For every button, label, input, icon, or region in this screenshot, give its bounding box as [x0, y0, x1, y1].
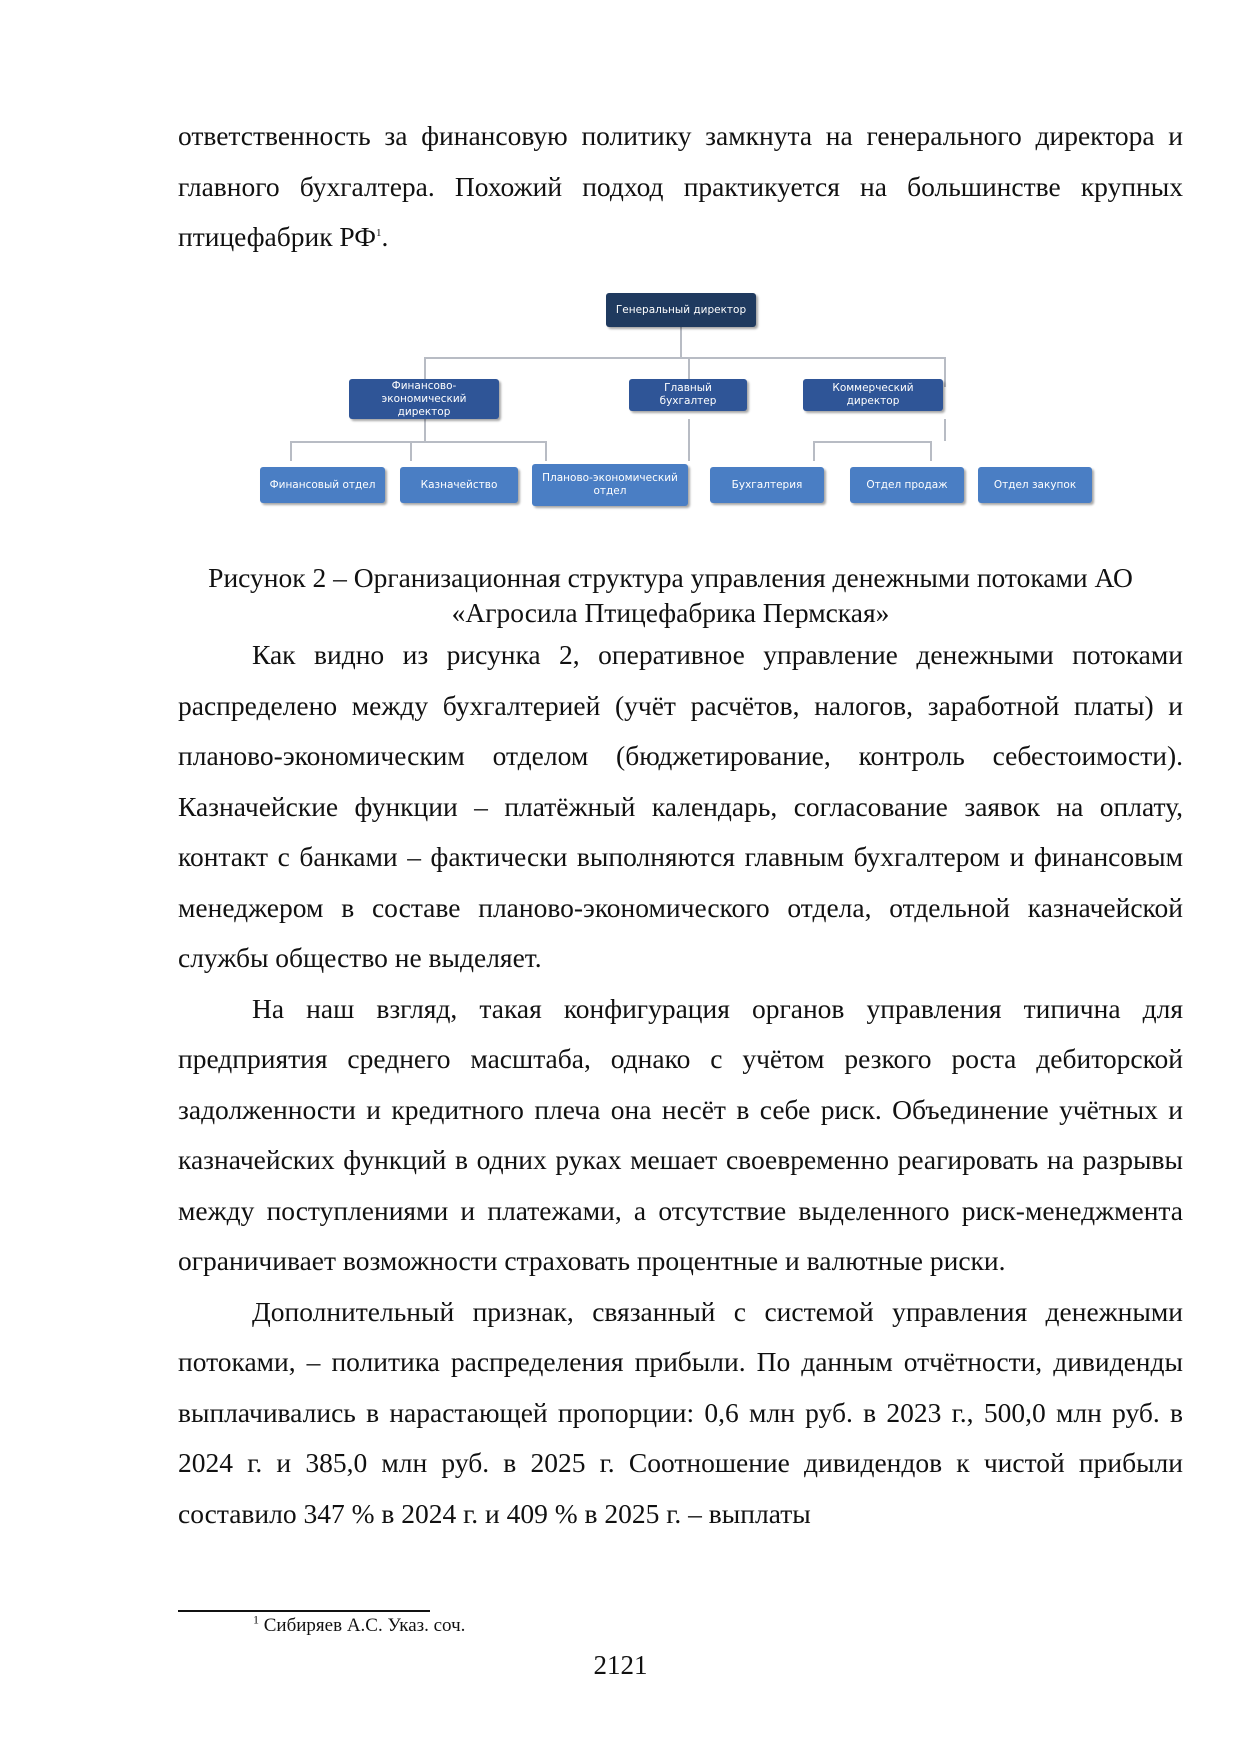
- org-node-planning-dept: [532, 464, 688, 506]
- footnote-ref[interactable]: 1: [375, 226, 382, 239]
- connector: [424, 419, 426, 441]
- connector: [410, 441, 412, 461]
- connector: [290, 441, 292, 461]
- caption-line: «Агросила Птицефабрика Пермская»: [451, 597, 890, 628]
- connector: [424, 357, 946, 359]
- intro-paragraph: [178, 111, 1183, 263]
- org-node-accounting: [710, 467, 824, 503]
- org-node-label: Коммерческий директор: [832, 382, 914, 407]
- page-number: 2121: [593, 1650, 648, 1680]
- org-node-label: Финансово-экономический директор: [381, 379, 467, 418]
- org-node-label: Планово-экономический отдел: [542, 472, 678, 497]
- org-node-general-director: [606, 293, 756, 327]
- intro-end: .: [381, 221, 389, 252]
- footnote-mark: 1: [253, 1612, 259, 1627]
- org-node-label: Отдел закупок: [993, 478, 1077, 491]
- org-node-label: Генеральный директор: [615, 303, 747, 316]
- connector: [930, 441, 932, 461]
- org-node-procurement-dept: [978, 467, 1092, 503]
- connector: [688, 419, 690, 461]
- connector: [944, 357, 946, 387]
- body-paragraph: На наш взгляд, такая конфигурация органов управления типична для предприятия среднего масштаба, однако с учётом резкого роста дебиторской задолженности и кредитного плеча она несёт в себе риск. Объединение учётных и казначейских функций в одних руках мешает своевременно реагировать на разрывы между поступлениями и платежами, а отсутствие выделенного риск-менеджмента ограничивает возможности страховать процентные и валютные риски.: [178, 992, 1183, 1276]
- connector: [545, 441, 547, 461]
- org-node-treasury: [400, 467, 518, 503]
- body-text: [178, 630, 1183, 1539]
- body-paragraph: Как видно из рисунка 2, оперативное управление денежными потоками распределено между бухгалтерией (учёт расчётов, налогов, заработной платы) и планово-экономическим отделом (бюджетирование, контроль себестоимости). Казначейские функции – платёжный календарь, согласование заявок на оплату, контакт с банками – фактически выполняются главным бухгалтером и финансовым менеджером в составе планово-экономического отдела, отдельной казначейской службы общество не выделяет.: [178, 639, 1183, 973]
- footnote: [253, 1614, 465, 1638]
- body-paragraph: Дополнительный признак, связанный с системой управления денежными потоками, – политика распределения прибыли. По данным отчётности, дивиденды выплачивались в нарастающей пропорции: 0,6 млн руб. в 2023 г., 500,0 млн руб. в 2024 г. и 385,0 млн руб. в 2025 г. Соотношение дивидендов к чистой прибыли составило 347 % в 2024 г. и 409 % в 2025 г. – выплаты: [178, 1295, 1183, 1529]
- org-node-commercial-director: [803, 379, 943, 411]
- figure-caption: [150, 560, 1191, 630]
- org-node-sales-dept: [850, 467, 964, 503]
- org-node-label: Казначейство: [420, 478, 498, 491]
- footnote-text: Сибиряев А.С. Указ. соч.: [263, 1615, 466, 1636]
- connector: [680, 327, 682, 357]
- connector: [813, 441, 815, 461]
- footnote-separator: [178, 1610, 430, 1612]
- org-node-finance-dept: [260, 467, 385, 503]
- org-node-label: Отдел продаж: [866, 478, 948, 491]
- org-node-finance-director: [349, 379, 499, 419]
- org-node-label: Главный бухгалтер: [659, 382, 717, 407]
- org-node-label: Бухгалтерия: [731, 478, 803, 491]
- connector: [290, 441, 547, 443]
- org-node-chief-accountant: [629, 379, 747, 411]
- intro-text: ответственность за финансовую политику замкнута на генерального директора и главного бухгалтера. Похожий подход практикуется на большинстве крупных птицефабрик РФ: [178, 120, 1183, 252]
- connector: [813, 441, 930, 443]
- org-node-label: Финансовый отдел: [269, 478, 376, 491]
- caption-line: Рисунок 2 – Организационная структура управления денежными потоками АО: [208, 562, 1133, 593]
- connector: [944, 419, 946, 441]
